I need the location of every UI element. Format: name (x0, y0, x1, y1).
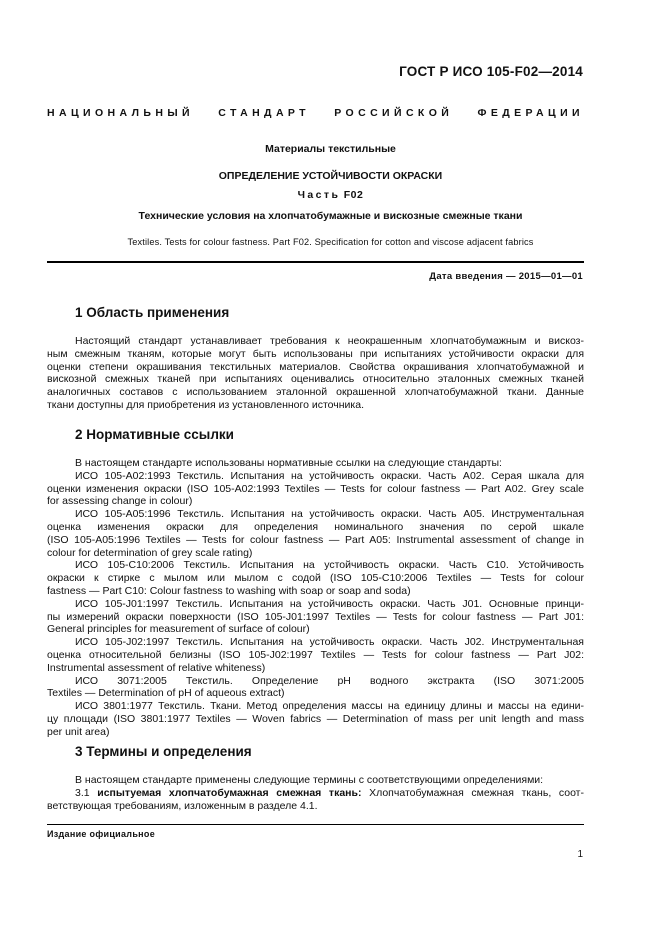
text-line: ИСО 105-A05:1996 Текстиль. Испытания на устойчивость окраски. Часть А05. Инструментальная (75, 508, 584, 521)
section-2-body (47, 457, 584, 739)
main-title: ОПРЕДЕЛЕНИЕ УСТОЙЧИВОСТИ ОКРАСКИ (218, 170, 443, 182)
term-definition: Хлопчатобумажная смежная ткань, соот- (369, 786, 584, 799)
subject-line: Материалы текстильные (265, 143, 396, 155)
text-line: ветствующая требованиям, изложенным в разделе 4.1. (47, 799, 318, 812)
text-line: оценка изменения окраски для определения номинального значения по серой шкале (47, 520, 584, 533)
text-line: ИСО 3071:2005 Текстиль. Определение рН водного экстракта (ISO 3071:2005 (75, 674, 584, 687)
section-3-heading: 3 Термины и определения (75, 744, 252, 759)
part-word: Часть (297, 189, 341, 201)
section-2-heading: 2 Нормативные ссылки (75, 427, 234, 442)
national-standard-banner (47, 107, 584, 119)
text-line: ИСО 105-J01:1997 Текстиль. Испытания на устойчивость окраски. Часть J01. Основные принци- (75, 597, 584, 610)
text-line: for assessing change in colour) (47, 495, 193, 508)
text-line: ИСО 3801:1977 Текстиль. Ткани. Метод определения массы на единицу длины и массы на едини- (75, 700, 584, 713)
part-label (0, 189, 661, 201)
text-line: General principles for measurement of surface of colour) (47, 623, 310, 636)
text-line: В настоящем стандарте использованы нормативные ссылки на следующие стандарты: (75, 457, 502, 469)
document-number: ГОСТ Р ИСО 105-F02—2014 (399, 64, 583, 79)
english-title: Textiles. Tests for colour fastness. Part F02. Specification for cotton and viscose adjacent fabrics (127, 237, 534, 247)
term-number: 3.1 (75, 786, 90, 799)
title-divider (47, 261, 584, 263)
text-line: оценки изменения окраски (ISO 105-A02:1993 Textiles — Tests for colour fastness — Part A02. Grey scale (47, 482, 584, 495)
effective-date: Дата введения — 2015—01—01 (429, 271, 583, 282)
part-code: F02 (343, 189, 364, 201)
text-line: ИСО 105-C10:2006 Текстиль. Испытания на устойчивость окраски. Часть С10. Устойчивость (75, 559, 584, 572)
text-line: В настоящем стандарте применены следующие термины с соответствующими определениями: (75, 774, 544, 786)
footer-divider (47, 824, 584, 825)
banner-word: РОССИЙСКОЙ (334, 107, 454, 119)
text-line: Instrumental assessment of relative whiteness) (47, 661, 266, 674)
text-line: ным смежным тканям, которые могут быть использованы при испытаниях устойчивости окраски для (47, 347, 584, 360)
page-number: 1 (577, 849, 583, 860)
text-line: per unit area) (47, 725, 110, 738)
text-line: ИСО 105-A02:1993 Текстиль. Испытания на устойчивость окраски. Часть А02. Серая шкала для (75, 469, 584, 482)
term-name: испытуемая хлопчатобумажная смежная ткань: (97, 786, 362, 799)
section-1-body (47, 335, 584, 412)
text-line: Textiles — Determination of pH of aqueous extract) (47, 687, 285, 700)
text-line: ткани доступны для приобретения из установленного источника. (47, 398, 364, 411)
text-line: ИСО 105-J02:1997 Текстиль. Испытания на устойчивость окраски. Часть J02. Инструментальная (75, 636, 584, 649)
text-line: оценка относительной белизны (ISO 105-J02:1997 Textiles — Tests for colour fastness — Part J02: (47, 648, 584, 661)
term-definition-line (47, 787, 584, 800)
section-3-body (47, 774, 584, 812)
text-line: вискозной смежных тканей при испытаниях оценивались относительно эталонных смежных тканей (47, 373, 584, 386)
text-line: (ISO 105-A05:1996 Textiles — Tests for colour fastness — Part A05: Instrumental assessment of change in (47, 533, 584, 546)
text-line: цу площади (ISO 3801:1977 Textiles — Woven fabrics — Determination of mass per unit length and mass (47, 712, 584, 725)
text-line: окраски к стирке с мылом или мылом с содой (ISO 105-C10:2006 Textiles — Tests for colour (47, 572, 584, 585)
text-line: аналогичных составов с использованием эталонной окрашенной хлопчатобумажной ткани. Данные (47, 386, 584, 399)
banner-word: ФЕДЕРАЦИИ (477, 107, 584, 119)
subtitle: Технические условия на хлопчатобумажные и вискозные смежные ткани (138, 210, 523, 222)
text-line: оценки степени окрашивания текстильных материалов. Свойства окрашивания хлопчатобумажной и (47, 360, 584, 373)
edition-label: Издание официальное (47, 829, 156, 839)
text-line: fastness — Part C10: Colour fastness to washing with soap or soap and soda) (47, 584, 411, 597)
banner-word: СТАНДАРТ (218, 107, 310, 119)
text-line: пы измерений окраски поверхности (ISO 105-J01:1997 Textiles — Tests for colour fastness — Part J01: (47, 610, 584, 623)
text-line: Настоящий стандарт устанавливает требования к неокрашенным хлопчатобумажным и вискоз- (75, 335, 584, 347)
text-line: colour for determination of grey scale rating) (47, 546, 253, 559)
section-1-heading: 1 Область применения (75, 305, 230, 320)
banner-word: НАЦИОНАЛЬНЫЙ (47, 107, 194, 119)
